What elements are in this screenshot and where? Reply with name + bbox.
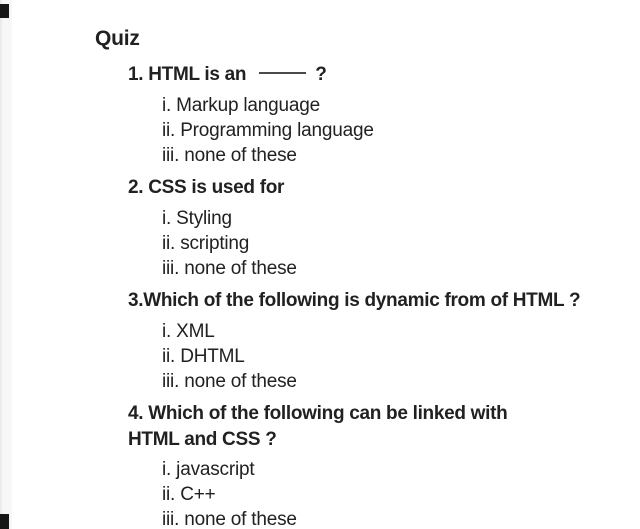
page-edge — [0, 0, 12, 529]
question-1-text — [128, 62, 640, 88]
question-1-prefix: 1. HTML is an — [128, 64, 247, 85]
option: ii. Programming language — [162, 120, 374, 141]
question-3-text: 3.Which of the following is dynamic from of HTML ? — [128, 290, 581, 311]
question-3 — [128, 288, 640, 394]
option: iii. none of these — [162, 371, 297, 392]
question-4-text-line-2: HTML and CSS ? — [128, 429, 277, 450]
option: iii. none of these — [162, 509, 297, 529]
option: ii. DHTML — [162, 346, 245, 367]
question-1 — [128, 62, 640, 168]
option: i. Markup language — [162, 95, 321, 116]
blank-line — [259, 72, 306, 74]
question-4-text-line-1: 4. Which of the following can be linked with — [128, 403, 508, 424]
question-3-options — [162, 319, 640, 394]
question-1-options — [162, 93, 640, 168]
question-4 — [128, 401, 640, 529]
question-4-options — [162, 457, 640, 529]
option: iii. none of these — [162, 145, 297, 166]
option: ii. scripting — [162, 233, 250, 254]
question-2-options — [162, 206, 640, 281]
corner-mark-bottom — [0, 514, 9, 529]
option: i. Styling — [162, 208, 232, 229]
option: i. XML — [162, 321, 215, 342]
option: i. javascript — [162, 459, 255, 480]
question-2 — [128, 175, 640, 281]
question-1-suffix: ? — [315, 64, 327, 85]
question-2-text: 2. CSS is used for — [128, 177, 285, 198]
quiz-title: Quiz — [95, 27, 140, 50]
corner-mark-top — [0, 4, 9, 18]
option: iii. none of these — [162, 258, 297, 279]
option: ii. C++ — [162, 484, 216, 505]
